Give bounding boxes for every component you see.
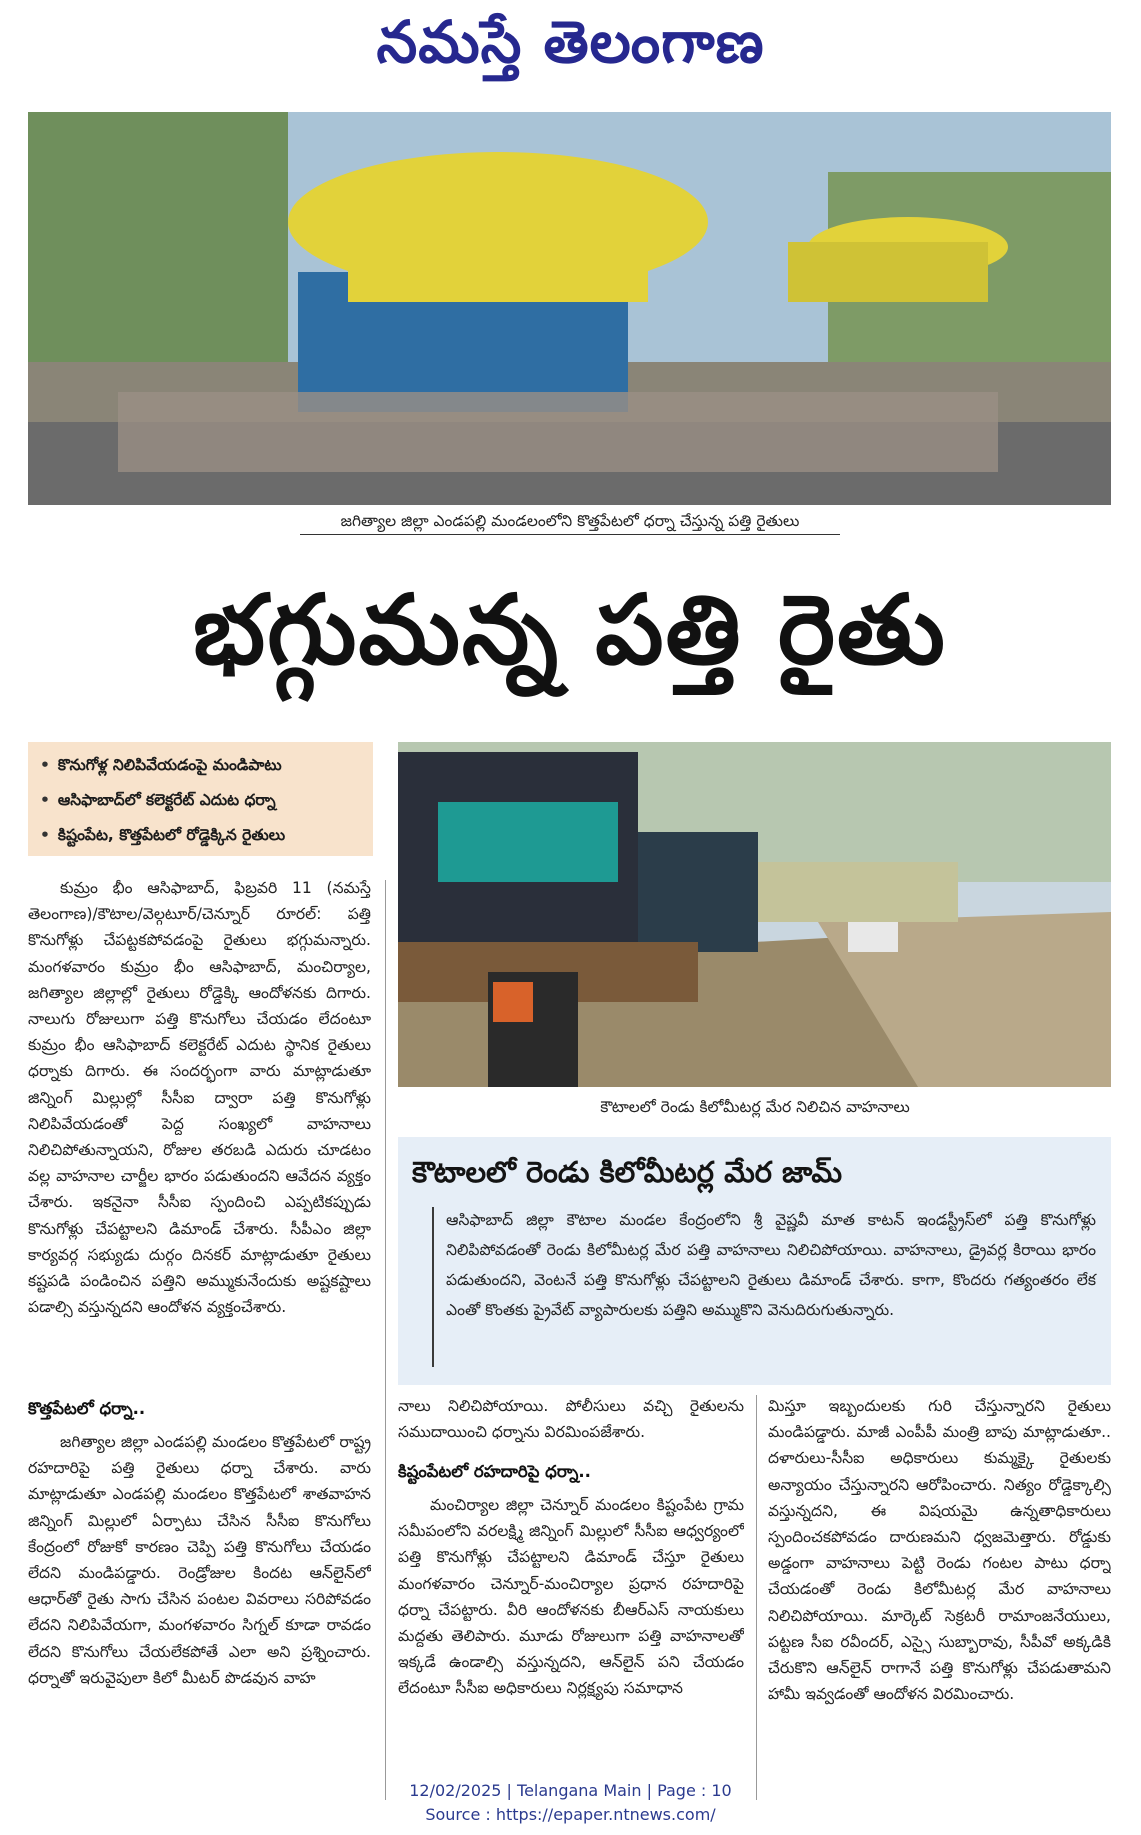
column-rule bbox=[385, 880, 386, 1800]
article-col2-body2: మంచిర్యాల జిల్లా చెన్నూర్ మండలం కిష్టంపేట గ్రామ సమీపంలోని వరలక్ష్మి జిన్నింగ్ మిల్లులో సీసీఐ ఆధ్వర్యంలో పత్తి కొనుగోళ్లు చేపట్టాలని డిమాండ్ చేస్తూ రైతులు మంగళవారం చెన్నూర్-మంచిర్యాల ప్రధాన రహదారిపై ధర్నా చేపట్టారు. వీరి ఆందోళనకు బీఆర్‌ఎస్ నాయకులు మద్దతు తెలిపారు. మూడు రోజులుగా పత్తి వాహనాలతో ఇక్కడే ఉండాల్సి వస్తున్నదని, ఆన్‌లైన్ పని చేయడం లేదంటూ సీసీఐ అధికారులు నిర్లక్ష్యపు సమాధాన bbox=[398, 1496, 744, 1698]
jam-box-rule bbox=[432, 1207, 434, 1367]
right-photo-caption: కౌటాలలో రెండు కిలోమీటర్ల మేర నిలిచిన వాహనాలు bbox=[600, 1098, 910, 1116]
jam-box-title: కౌటాలలో రెండు కిలోమీటర్ల మేర జామ్ bbox=[412, 1155, 843, 1189]
column-rule bbox=[756, 1395, 757, 1800]
article-col1-body: జగిత్యాల జిల్లా ఎండపల్లి మండలం కొత్తపేటలో రాష్ట్ర రహదారిపై పత్తి రైతులు ధర్నా చేశారు. వారు మాట్లాడుతూ ఎండపల్లి మండలం కొత్తపేటలో శాతవాహన జిన్నింగ్ మిల్లులో ఏర్పాటు చేసిన సీసీఐ కొనుగోలు కేంద్రంలో రోజుకో కారణం చెప్పి పత్తి కొనుగోలు చేయడం లేదని మండిపడ్డారు. రెండ్రోజుల కిందట ఆన్‌లైన్‌లో ఆధార్‌తో రైతు సాగు చేసిన పంటల వివరాలు సరిపోవడం లేదని నిలిపివేయగా, మంగళవారం సిగ్నల్ కూడా రావడం లేదని కొనుగోలు చేయలేకపోతే ఎలా అని ప్రశ్నించారు. ధర్నాతో ఇరువైపులా కిలో మీటర్ పొడవున వాహ bbox=[28, 1433, 371, 1687]
protest-photo bbox=[28, 112, 1111, 505]
top-photo-caption: జగిత్యాల జిల్లా ఎండపల్లి మండలంలోని కొత్తపేటలో ధర్నా చేస్తున్న పత్తి రైతులు bbox=[340, 512, 800, 530]
highlight-item: • కిష్టంపేట, కొత్తపేటలో రోడ్డెక్కిన రైతులు bbox=[40, 826, 286, 844]
main-headline: భగ్గుమన్న పత్తి రైతు bbox=[193, 574, 947, 686]
subhead-kothapeta: కొత్తపేటలో ధర్నా.. bbox=[28, 1399, 146, 1418]
caption-rule bbox=[300, 534, 840, 535]
article-col1-intro: కుమ్రం భీం ఆసిఫాబాద్, ఫిబ్రవరి 11 (నమస్తే తెలంగాణ)/కౌటాల/వెల్గటూర్/చెన్నూర్ రూరల్: పత్తి కొనుగోళ్లు చేపట్టకపోవడంపై రైతులు భగ్గుమన్నారు. మంగళవారం కుమ్రం భీం ఆసిఫాబాద్, మంచిర్యాల, జగిత్యాల జిల్లాల్లో రైతులు రోడ్డెక్కి ఆందోళనకు దిగారు. నాలుగు రోజులుగా పత్తి కొనుగోలు చేయడం లేదంటూ కుమ్రం భీం ఆసిఫాబాద్ కలెక్టరేట్ ఎదుట స్థానిక రైతులు ధర్నాకు దిగారు. ఈ సందర్భంగా వారు మాట్లాడుతూ జిన్నింగ్ మిల్లుల్లో సీసీఐ ద్వారా పత్తి కొనుగోళ్లు నిలిపివేయడంతో పెద్ద సంఖ్యలో వాహనాలు నిలిచిపోతున్నాయని, రోజుల తరబడి ఎదురు చూడటం వల్ల వాహనాల చార్జీల భారం పడుతుందని ఆవేదన వ్యక్తం చేశారు. ఇకనైనా సీసీఐ స్పందించి ఎప్పటికప్పుడు కొనుగోళ్లు చేపట్టాలని డిమాండ్ చేశారు. సీపీఎం జిల్లా కార్యవర్గ సభ్యుడు దుర్గం దినకర్ మాట్లాడుతూ రైతులు కష్టపడి పండించిన పత్తిని అమ్ముకునేందుకు అష్టకష్టాలు పడాల్సి వస్తున్నదని ఆందోళన వ్యక్తంచేశారు. bbox=[28, 879, 371, 1317]
masthead-logo: నమస్తే తెలంగాణ bbox=[376, 8, 765, 76]
highlights-box bbox=[28, 742, 373, 856]
footer-date-page: 12/02/2025 | Telangana Main | Page : 10 bbox=[409, 1781, 732, 1800]
highlight-item: • కొనుగోళ్ల నిలిపివేయడంపై మండిపాటు bbox=[40, 756, 282, 774]
trucks-photo bbox=[398, 742, 1111, 1087]
jam-box-body: ఆసిఫాబాద్ జిల్లా కౌటాల మండల కేంద్రంలోని శ్రీ వైష్ణవీ మాత కాటన్ ఇండస్ట్రీస్‌లో పత్తి కొనుగోళ్లు నిలిపిపోవడంతో రెండు కిలోమీటర్ల మేర పత్తి వాహనాలు నిలిచిపోయాయి. వాహనాలు, డ్రైవర్ల కిరాయి భారం పడుతుందని, వెంటనే పత్తి కొనుగోళ్లు చేపట్టాలని రైతులు డిమాండ్ చేశారు. కాగా, కొందరు గత్యంతరం లేక ఎంతో కొంతకు ప్రైవేట్ వ్యాపారులకు పత్తిని అమ్ముకొని వెనుదిరుగుతున్నారు. bbox=[446, 1211, 1096, 1319]
footer-source: Source : https://epaper.ntnews.com/ bbox=[425, 1805, 716, 1824]
article-col3-body: మిస్తూ ఇబ్బందులకు గురి చేస్తున్నారని రైతులు మండిపడ్డారు. మాజీ ఎంపీపీ మంత్రి బాపు మాట్లాడుతూ.. దళారులు-సీసీఐ అధికారులు కుమ్మక్కై రైతులకు అన్యాయం చేస్తున్నారని ఆరోపించారు. నిత్యం రోడ్డెక్కాల్సి వస్తున్నదని, ఈ విషయమై ఉన్నతాధికారులు స్పందించకపోవడం దారుణమని ధ్వజమెత్తారు. రోడ్డుకు అడ్డంగా వాహనాలు పెట్టి రెండు గంటల పాటు ధర్నా చేయడంతో రెండు కిలోమీటర్ల మేర వాహనాలు నిలిచిపోయాయి. మార్కెట్ సెక్రటరీ రామాంజనేయులు, పట్టణ సీఐ రవీందర్, ఎస్సై సుబ్బారావు, సీపీవో అక్కడికి చేరుకొని ఆన్‌లైన్ రాగానే పత్తి కొనుగోళ్లు చేపడుతామని హామీ ఇవ్వడంతో ఆందోళన విరమించారు. bbox=[768, 1397, 1111, 1704]
article-col2-body: నాలు నిలిచిపోయాయి. పోలీసులు వచ్చి రైతులను సముదాయించి ధర్నాను విరమింపజేశారు. bbox=[398, 1397, 744, 1442]
highlight-item: • ఆసిఫాబాద్‌లో కలెక్టరేట్ ఎదుట ధర్నా bbox=[40, 791, 276, 809]
jam-box bbox=[398, 1137, 1111, 1385]
subhead-kistampeta: కిష్టంపేటలో రహదారిపై ధర్నా.. bbox=[398, 1462, 591, 1481]
